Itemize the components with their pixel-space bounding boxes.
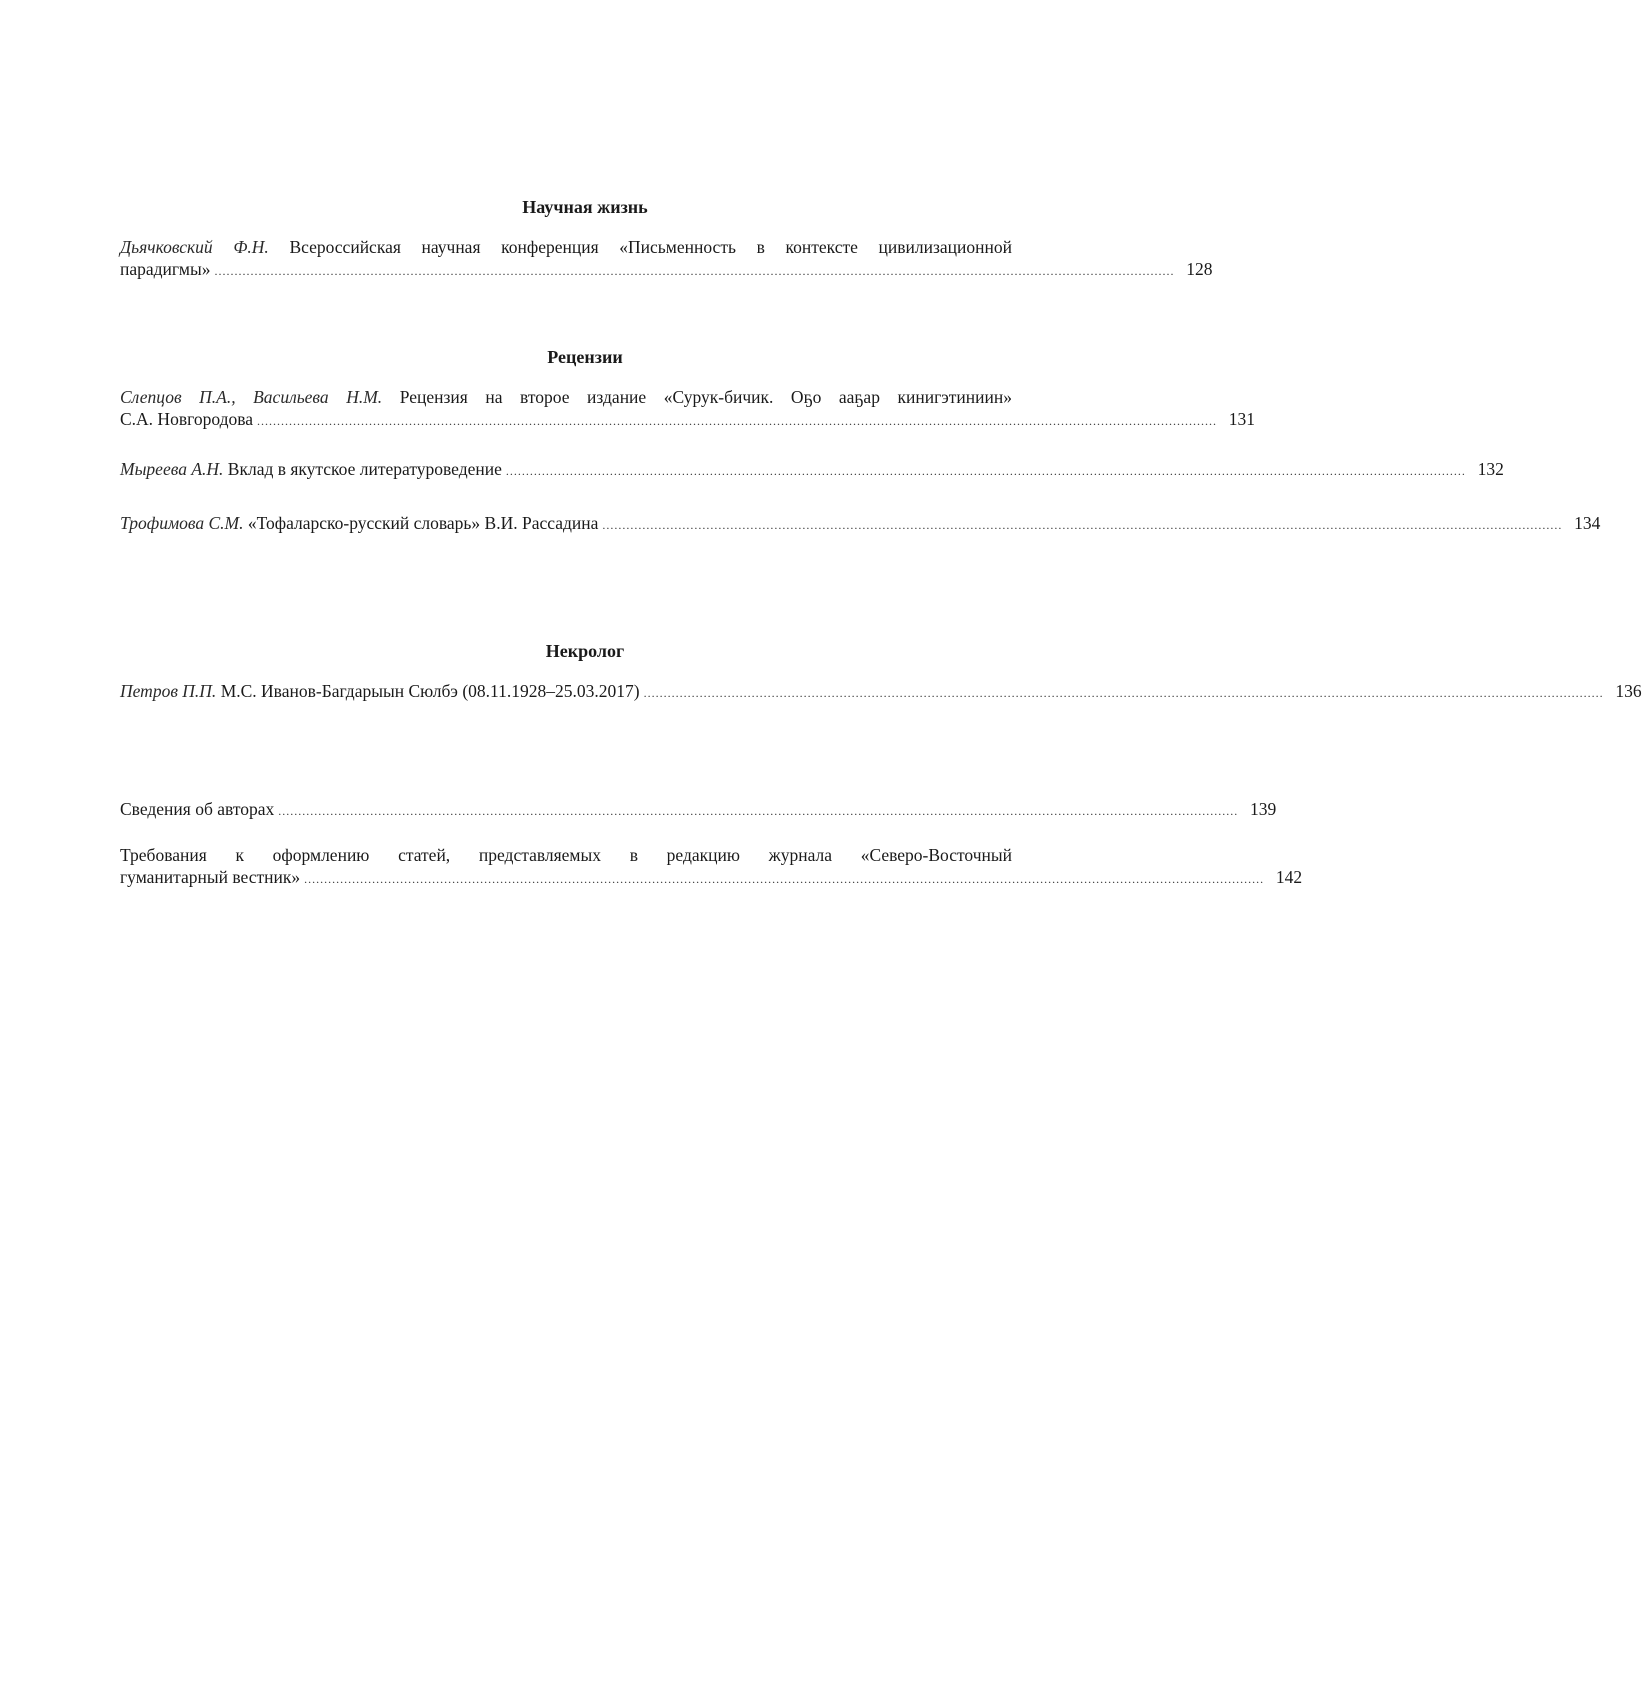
section-obituary [120, 640, 1642, 704]
entry-author: Петров П.П. [120, 681, 217, 701]
entry-title-cont: гуманитарный вестник» [120, 867, 301, 887]
section-title: Рецензии [547, 347, 623, 367]
page-number: 136 [1615, 681, 1642, 701]
entry-author: Мыреева А.Н. [120, 459, 224, 479]
section-science [120, 196, 1213, 282]
toc-entry[interactable] [120, 512, 1601, 536]
entry-title: Сведения об авторах [120, 799, 275, 819]
entry-title-cont: С.А. Новгородова [120, 409, 254, 429]
entry-author: Дьячковский Ф.Н. [120, 237, 269, 257]
entry-title: «Тофаларско-русский словарь» В.И. Рассадина [247, 513, 599, 533]
section-title: Научная жизнь [522, 197, 648, 217]
page-number: 132 [1477, 459, 1504, 479]
section-reviews [120, 346, 1601, 536]
dot-leader: ................................................................................................................................................................................................................................................ [505, 464, 1466, 478]
page-number: 134 [1574, 513, 1601, 533]
page-number: 142 [1275, 867, 1303, 887]
entry-title: Рецензия на второе издание «Сурук-бичик. Оҕо ааҕар кинигэтиниин» [399, 387, 1012, 407]
toc-entry[interactable] [120, 680, 1642, 704]
entry-title-cont: парадигмы» [120, 259, 211, 279]
dot-leader: ................................................................................................................................................................................................................................................ [602, 518, 1563, 532]
entry-title: Требования к оформлению статей, представляемых в редакцию журнала «Северо-Восточный [120, 845, 1012, 865]
toc-entry[interactable] [120, 236, 1213, 282]
dot-leader: ................................................................................................................................................................................................................................................ [643, 686, 1604, 700]
toc-entry-authors-info[interactable] [120, 798, 1277, 822]
toc-entry[interactable] [120, 386, 1256, 432]
entry-author: Трофимова С.М. [120, 513, 244, 533]
entry-author: Слепцов П.А., Васильева Н.М. [120, 387, 383, 407]
entry-title: Вклад в якутское литературоведение [227, 459, 502, 479]
section-appendix [120, 798, 1303, 890]
dot-leader: ................................................................................................................................................................................................................................................ [257, 414, 1218, 428]
page-number: 131 [1228, 409, 1256, 429]
dot-leader: ................................................................................................................................................................................................................................................ [278, 804, 1239, 818]
dot-leader: ................................................................................................................................................................................................................................................ [304, 872, 1265, 886]
dot-leader: ................................................................................................................................................................................................................................................ [214, 264, 1175, 278]
entry-title: Всероссийская научная конференция «Письменность в контексте цивилизационной [289, 237, 1012, 257]
toc-entry-requirements[interactable] [120, 844, 1303, 890]
section-title: Некролог [545, 641, 625, 661]
page-number: 128 [1186, 259, 1213, 279]
entry-title: М.С. Иванов-Багдарыын Сюлбэ (08.11.1928–25.03.2017) [220, 681, 640, 701]
toc-entry[interactable] [120, 458, 1504, 482]
page-number: 139 [1250, 799, 1277, 819]
